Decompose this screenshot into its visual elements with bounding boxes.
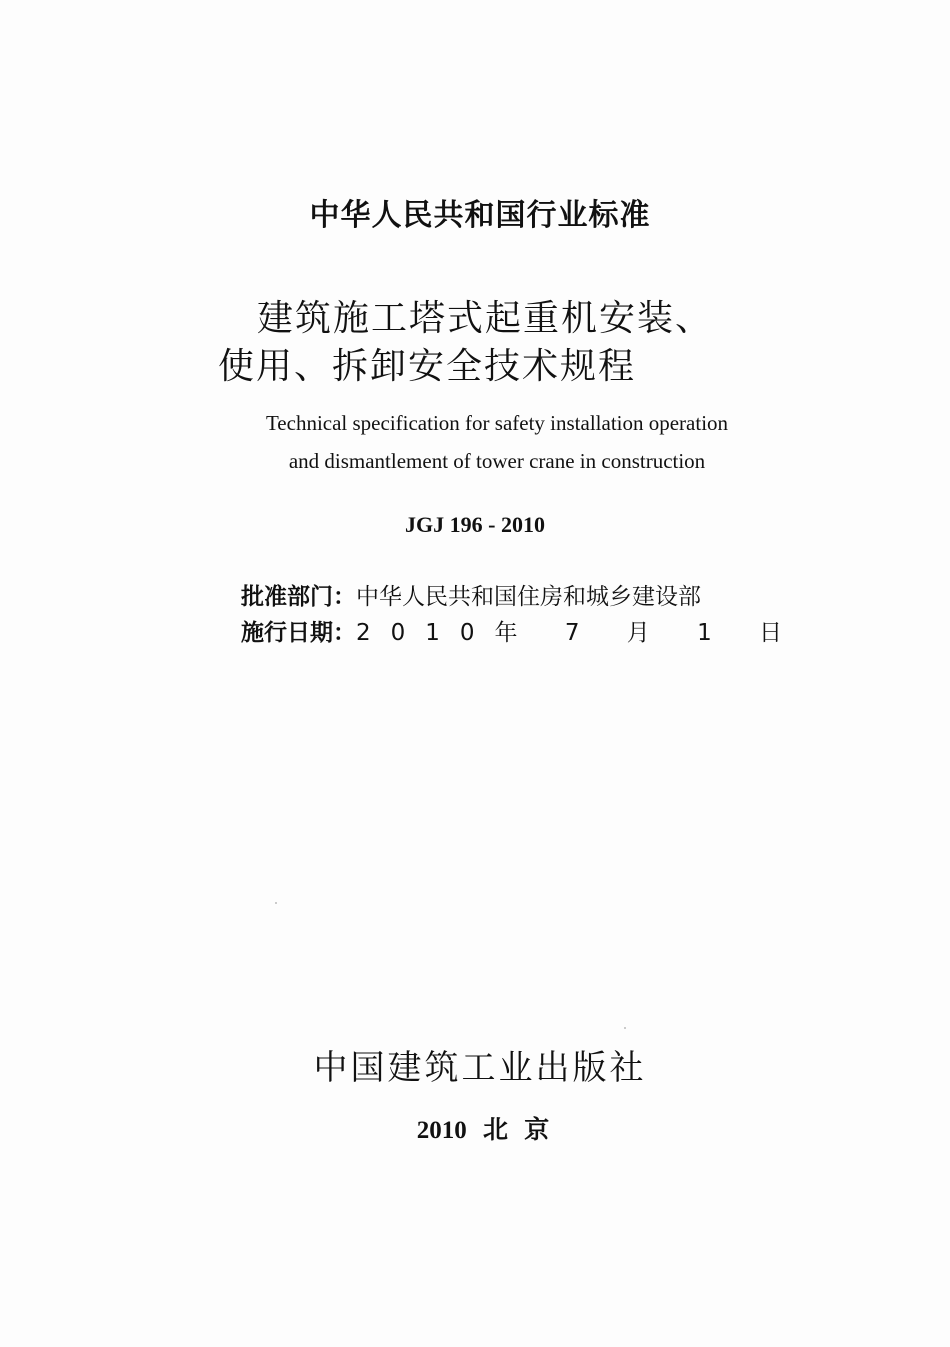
approval-info-block bbox=[241, 578, 801, 650]
english-title-line-2: and dismantlement of tower crane in construction bbox=[288, 449, 706, 473]
scan-speck bbox=[275, 902, 277, 904]
publication-year-place: 2010 北 京 bbox=[416, 1117, 550, 1144]
scan-speck bbox=[624, 1027, 626, 1029]
approval-department-value: 中华人民共和国住房和城乡建设部 bbox=[356, 584, 701, 610]
industry-standard-heading: 中华人民共和国行业标准 bbox=[309, 198, 651, 233]
chinese-title-line-2: 使用、拆卸安全技术规程 bbox=[217, 346, 636, 387]
standard-code: JGJ 196 - 2010 bbox=[405, 512, 545, 537]
effective-date-label: 施行日期： bbox=[241, 620, 356, 646]
approval-department-row bbox=[241, 578, 801, 614]
publisher-name: 中国建筑工业出版社 bbox=[313, 1048, 647, 1088]
approval-department-label: 批准部门： bbox=[241, 584, 356, 610]
effective-date-row bbox=[241, 614, 801, 650]
chinese-title-line-1: 建筑施工塔式起重机安装、 bbox=[256, 298, 713, 339]
english-title-line-1: Technical specification for safety installation operation bbox=[265, 411, 729, 435]
effective-date-value: 2010年 7 月 1 日 bbox=[356, 620, 803, 646]
